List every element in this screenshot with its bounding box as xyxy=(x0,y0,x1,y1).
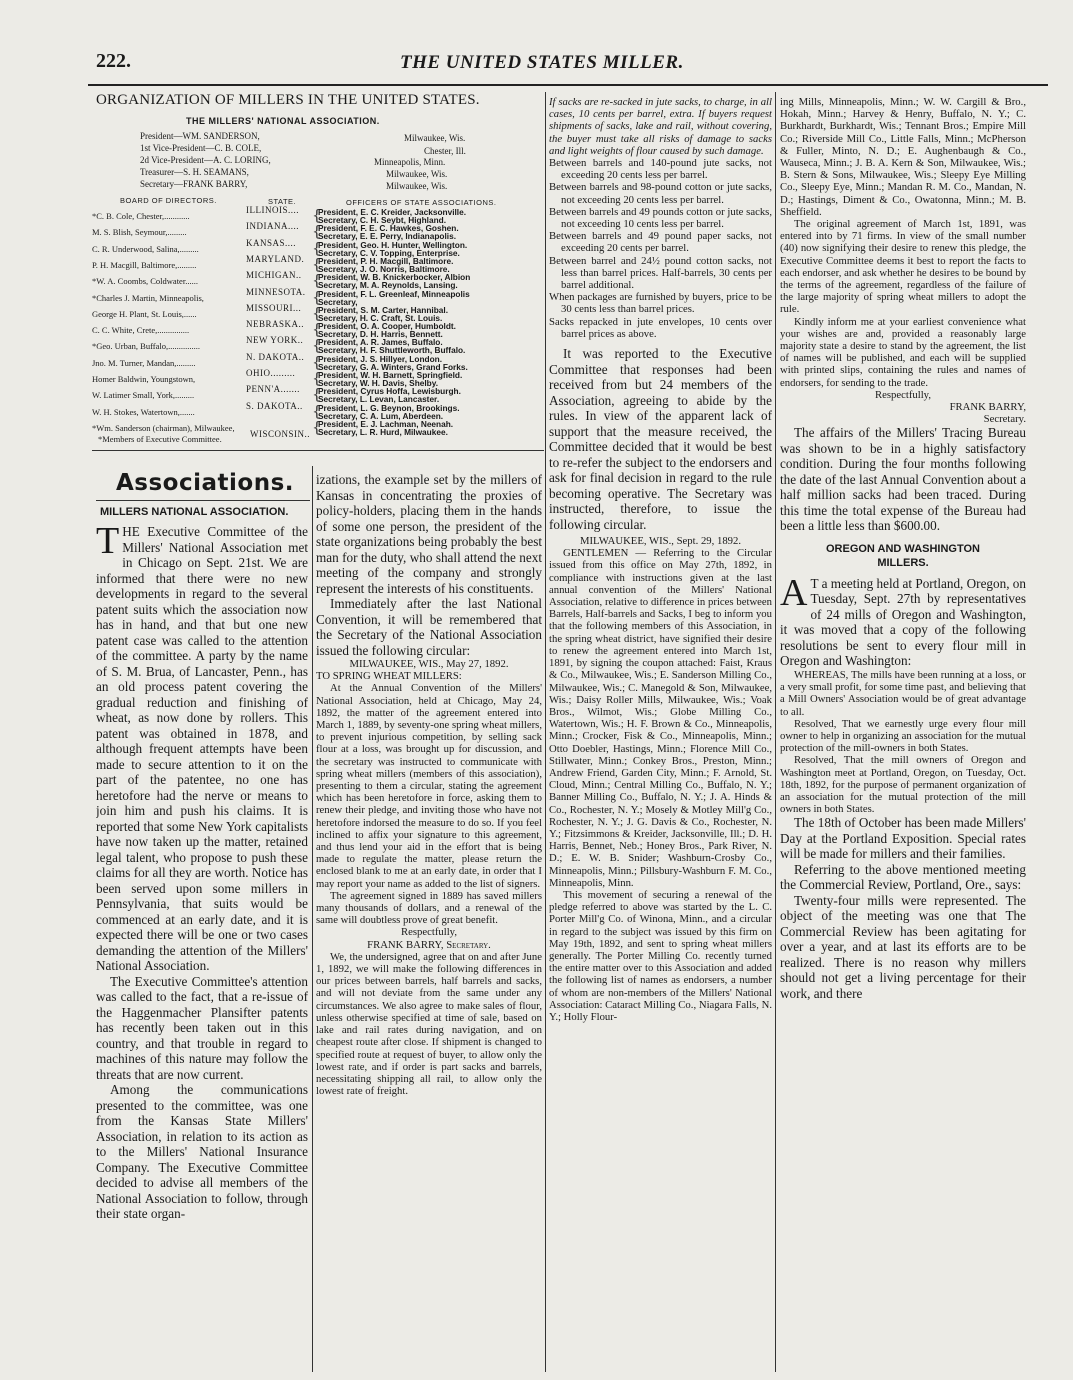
officer-location: Milwaukee, Wis. xyxy=(386,181,448,191)
state-association-officer: Secretary, C. H. Seybt, Highland. xyxy=(318,215,447,225)
state-association-officer: Secretary, C. A. Lum, Aberdeen. xyxy=(318,410,444,421)
brace-glyph: { xyxy=(312,271,322,290)
circular-paragraph: GENTLEMEN — Referring to the Circular issued from this office on May 27th, 1892, in compliance with instructions given at the last annual convention of the Millers' National Association, relative to difference in prices between Barrels, Half-barrels and Sacks, I beg to inform you that the following members of this Association, in the spring wheat district, have signified their desire to renew the agreement entered into March 1st, 1891, by signing the coupon attached: Faist, Kraus & Co., Milwaukee, Wis.; E. Sanderson Milling Co., Milwaukee, Wis.; C. Manegold & Son, Milwaukee, Wis.; Daisy Roller Mills, Milwaukee, Wis.; Voak Bros., Wilmot, Wis.; Globe Milling Co., Watertown, Wis.; H. F. Brown & Co., Minneapolis, Minn.; Crocker, Fisk & Co., Minneapolis, Minn.; Otto Doebler, Hastings, Minn.; Florence Mill Co., Stillwater, Minn.; Conkey Bros., Preston, Minn.; Andrew Friend, Garden City, Minn.; F. Arnold, St. Cloud, Minn.; Central Milling Co., Buffalo, N. Y.; Banner Milling Co., Buffalo, N. Y.; J. A. Hinds & Co., Rochester, N. Y.; Mosely & Motley Mill'g Co., Rochester, N. Y.; J. G. Davis & Co., Rochester, N. Y.; Fitzsimmons & Kreider, Jacksonville, Ill.; D. H. Harris, Bennet, Neb.; Honey Bros., Park River, N. D.; E. W. B. Snider; Washburn-Crosby Co., Minneapolis, Minn.; Pillsbury-Washburn F. M. Co., Minneapolis, Minn. xyxy=(549,547,772,889)
section-rule xyxy=(92,450,544,451)
column-2 xyxy=(316,472,542,1372)
state-association-officer: President, W. H. Barnett, Springfield. xyxy=(318,370,463,380)
director-name: C. C. White, Crete,............... xyxy=(92,325,190,336)
column-rule xyxy=(545,92,546,1372)
director-name: W. Latimer Small, York,......... xyxy=(92,390,195,401)
director-state: ILLINOIS.... xyxy=(246,205,299,215)
circular-dateline: MILWAUKEE, WIS., Sept. 29, 1892. xyxy=(579,535,742,548)
circular-paragraph: The agreement signed in 1889 has saved millers many thousands of dollars, and a renewal of the same will doubtless prove of great benefit. xyxy=(316,889,542,927)
signature: FRANK BARRY, xyxy=(949,401,1026,414)
circular-paragraph: The original agreement of March 1st, 1891, was entered into by 71 firms. In view of the small number (40) now signifying their desire to renew this pledge, the Executive Committee deems it best to report the facts to each endorser, and ask whether he desires to be bound by the terms of the agreement, regardless of the failure of the large majority of spring wheat millers to adopt the rule. xyxy=(780,218,1026,316)
article-paragraph: The Executive Committee's attention was called to the fact, that a re-issue of the Haggenmacher Plansifter patents has recently been taken out in this country, and that trouble in regard to machines of this nature may follow the threats that are now current. xyxy=(96,973,308,1082)
officer-location: Milwaukee, Wis. xyxy=(386,169,448,179)
organization-subtitle: THE MILLERS' NATIONAL ASSOCIATION. xyxy=(186,116,380,126)
organization-title: ORGANIZATION OF MILLERS IN THE UNITED STATES. xyxy=(96,92,480,108)
column-1 xyxy=(96,524,308,1372)
state-association-officer: President, Cyrus Hoffa, Lewisburgh. xyxy=(318,386,461,397)
brace-glyph: { xyxy=(312,336,322,355)
brace-glyph: { xyxy=(312,287,322,306)
director-name: P. H. Macgill, Baltimore,......... xyxy=(92,259,197,270)
circular-salutation: TO SPRING WHEAT MILLERS: xyxy=(316,670,462,683)
brace-glyph: { xyxy=(312,401,322,420)
director-name: *C. B. Cole, Chester,............ xyxy=(92,211,190,221)
signature: FRANK BARRY, Secretary. xyxy=(367,938,491,951)
article-paragraph: T a meeting held at Portland, Oregon, on Tuesday, Sept. 27th by representatives of 24 mills of Oregon and Washington, it was moved that a copy of the following resolutions be sent to every flour mill in Oregon and Washington: xyxy=(780,575,1026,669)
signature-title: Secretary. xyxy=(983,413,1026,426)
director-name: *W. A. Coombs, Coldwater...... xyxy=(92,276,198,287)
state-association-officer: Secretary, W. H. Davis, Shelby. xyxy=(318,378,439,388)
section-rule xyxy=(96,500,310,501)
resolution-paragraph: Resolved, That we earnestly urge every flour mill owner to help in organizing an association for the mutual protection of the mill-owners in both States. xyxy=(780,717,1026,755)
state-association-officer: President, O. A. Cooper, Humboldt. xyxy=(318,321,456,332)
state-association-officer: Secretary, D. H. Harris, Bennett. xyxy=(318,329,443,340)
heading-line: MILLERS. xyxy=(877,556,929,569)
page-number: 222. xyxy=(96,50,131,72)
director-state: PENN'A....... xyxy=(246,384,300,395)
resolution-paragraph: Resolved, That the mill owners of Oregon and Washington meet at Portland, Oregon, on Tuesday, Oct. 18th, 1892, for the purpose of permanent organization of an association for the mutual protection of the mill owners in both States. xyxy=(780,754,1026,816)
state-association-officer: Secretary, H. F. Shuttleworth, Buffalo. xyxy=(318,345,466,356)
state-association-officer: Secretary, L. R. Hurd, Milwaukee. xyxy=(318,426,448,437)
footnote: *Members of Executive Committee. xyxy=(98,434,222,444)
director-name: *Wm. Sanderson (chairman), Milwaukee, xyxy=(92,422,235,433)
article-paragraph: Referring to the above mentioned meeting the Commercial Review, Portland, Ore., says: xyxy=(780,861,1026,893)
director-name: Homer Baldwin, Youngstown, xyxy=(92,374,196,384)
state-association-officer: President, S. M. Carter, Hannibal. xyxy=(318,304,449,315)
director-state: INDIANA.... xyxy=(246,221,299,232)
state-association-officer: Secretary, H. C. Craft, St. Louis. xyxy=(318,312,443,323)
price-rule: When packages are furnished by buyers, price to be 30 cents less than barrel prices. xyxy=(549,291,772,316)
brace-glyph: { xyxy=(312,254,322,273)
oregon-washington-heading xyxy=(780,542,1026,570)
drop-cap: T xyxy=(96,524,120,562)
article-paragraph: Among the communications presented to the committee, was one from the Kansas State Millers' Association, in relation to its action as to the Millers' National Insurance Company. The Executive Committee decided to advise all members of the National Association to follow, through their state organ- xyxy=(96,1082,308,1221)
state-association-officer: Secretary, L. Levan, Lancaster. xyxy=(318,394,440,405)
director-name: George H. Plant, St. Louis,...... xyxy=(92,308,197,319)
article-paragraph: The affairs of the Millers' Tracing Bureau was shown to be in a highly satisfactory condition. During the four months following the date of the last Annual Convention about a half million sacks had been traced. During this time the total expense of the Bureau had been a little less than $600.00. xyxy=(780,425,1026,534)
director-state: KANSAS.... xyxy=(246,237,297,248)
article-paragraph: HE Executive Committee of the Millers' National Association met in Chicago on Sept. 21st. We are informed that there were no new developments in regard to the several patent suits which the association now has in hand, and that but one new patent case was called to the attention of the committee. A party by the name of S. M. Brua, of Lancaster, Penn., has an old process patent covering the gradual reduction and finishing of wheat, as now done by rollers. This patent was obtained in 1878, and although frequent attempts have been made to secure attention to it on the part of the patentee, no one has heretofore had the nerve or means to join him and push his claims. It is reported that some New York capitalists have now taken up the matter, retained legal talent, who propose to push these claims for all they are worth. Notice has been served upon some millers in Pennsylvania, that suits would be commenced at an early date, and it is expected there will be one or two cases demanding the attention of the Millers' National Association. xyxy=(96,524,308,973)
closing: Respectfully, xyxy=(401,926,457,939)
director-name: *Charles J. Martin, Minneapolis, xyxy=(92,292,204,303)
state-association-officer: President, F. L. Greenleaf, Minneapolis xyxy=(318,288,470,299)
director-state: MINNESOTA. xyxy=(246,286,306,297)
officer-location: Minneapolis, Minn. xyxy=(374,157,446,167)
state-association-officer: Secretary, J. O. Norris, Baltimore. xyxy=(318,263,450,274)
brace-glyph: { xyxy=(312,369,322,387)
column-3 xyxy=(549,96,772,1372)
state-association-officer: President, A. R. James, Buffalo. xyxy=(318,337,443,348)
price-rule: Between barrels and 49 pounds cotton or jute sacks, not exceeding 10 cents less per barrel. xyxy=(549,205,772,231)
director-state: NEW YORK.. xyxy=(246,335,304,346)
officer-role: 2d Vice-President—A. C. LORING, xyxy=(140,155,271,165)
article-paragraph: The 18th of October has been made Millers' Day at the Portland Exposition. Special rates will be made for millers and their families. xyxy=(780,815,1026,862)
director-state: MISSOURI... xyxy=(246,302,302,313)
article-paragraph: If sacks are re-sacked in jute sacks, to charge, in all cases, 10 cents per barrel, extra. If buyers request shipments of sacks, lake and rail, without covering, the buyer must take all risks of damage to sacks and light weights of flour caused by such damage. xyxy=(549,96,772,157)
board-directors-heading: BOARD OF DIRECTORS. xyxy=(120,196,217,205)
brace-glyph: { xyxy=(312,303,322,322)
state-association-officer: Secretary, M. A. Reynolds, Lansing. xyxy=(318,280,458,291)
section-subheading: MILLERS NATIONAL ASSOCIATION. xyxy=(100,506,289,518)
state-association-officer: President, E. C. Kreider, Jacksonville. xyxy=(318,207,467,217)
article-paragraph: Immediately after the last National Convention, it will be remembered that the Secretary of the National Association issued the following circular: xyxy=(316,596,542,658)
price-rule: Between barrel and 24½ pound cotton sacks, not less than barrel prices. Half-barrels, 30 cents per barrel additional. xyxy=(549,254,772,292)
state-association-officer: President, J. S. Hillyer, London. xyxy=(318,353,443,364)
column-rule xyxy=(312,466,313,1372)
article-paragraph: izations, the example set by the millers of Kansas in concentrating the proxies of policy-holders, placing them in the hands of some one person, the president of the state organizations being probably the best man for the duty, who shall attend the next meeting of the company and strongly represent the interests of his constituents. xyxy=(316,472,542,596)
brace-glyph: { xyxy=(312,352,322,371)
state-officers-heading: OFFICERS OF STATE ASSOCIATIONS. xyxy=(346,198,497,207)
price-rule: Sacks repacked in jute envelopes, 10 cents over barrel prices as above. xyxy=(549,315,772,340)
officer-role: President—WM. SANDERSON, xyxy=(140,131,260,141)
director-state: WISCONSIN.. xyxy=(250,428,311,439)
associations-heading: Associations. xyxy=(116,470,295,496)
state-heading: STATE. xyxy=(268,197,297,206)
closing: Respectfully, xyxy=(875,388,931,401)
circular-paragraph: We, the undersigned, agree that on and after June 1, 1892, we will make the following differences in our prices between barrels, half barrels and sacks, and will not deviate from the same under any circumstances. We also agree to make sales of flour, unless otherwise specified at time of sale, based on lake and rail rates during navigation, and on cheapest route after close. If shipment is changed to specified route at request of buyer, to allow only the lowest rate, and if order is part sacks and barrels, necessitating shipping all rail, to allow only the lowest rate of freight. xyxy=(316,950,542,1098)
director-name: C. R. Underwood, Salina,......... xyxy=(92,243,199,254)
director-state: MICHIGAN.. xyxy=(246,270,302,281)
brace-glyph: { xyxy=(312,385,322,404)
drop-cap: A xyxy=(780,571,808,614)
price-rule: Between barrels and 98-pound cotton or jute sacks, not exceeding 20 cents less per barrel. xyxy=(549,181,772,206)
publication-title: THE UNITED STATES MILLER. xyxy=(400,52,684,73)
price-rule: Between barrels and 49 pound paper sacks, not exceeding 20 cents per barrel. xyxy=(549,230,772,255)
article-paragraph: Twenty-four mills were represented. The object of the meeting was one that The Commercial Review has been agitating for over a year, and at last its efforts are to be realized. There is no reason why millers should not get a living percentage for their work, and there xyxy=(780,892,1026,1001)
officer-role: Secretary—FRANK BARRY, xyxy=(140,179,248,189)
circular-dateline: MILWAUKEE, WIS., May 27, 1892. xyxy=(349,658,509,670)
director-state: NEBRASKA.. xyxy=(246,319,305,330)
brace-glyph: { xyxy=(312,320,322,339)
director-name: W. H. Stokes, Watertown,....... xyxy=(92,406,195,417)
brace-glyph: { xyxy=(312,206,322,224)
circular-paragraph: Kindly inform me at your earliest convenience what your wishes are and, provided a reasonably large majority state a desire to stand by the agreement, the list of names will be published, and each will be supplied with printed slips, containing the rules and names of endorsers, for sending to the trade. xyxy=(780,315,1026,389)
officer-role: Treasurer—S. H. SEAMANS, xyxy=(140,167,249,177)
column-rule xyxy=(775,92,776,1372)
state-association-officer: President, L. G. Beynon, Brookings. xyxy=(318,402,460,413)
director-name: *Geo. Urban, Buffalo,............... xyxy=(92,341,200,352)
price-rule: Between barrels and 140-pound jute sacks, not exceeding 20 cents less per barrel. xyxy=(549,157,772,182)
officer-location: Milwaukee, Wis. xyxy=(404,133,466,143)
officer-location: Chester, Ill. xyxy=(424,146,466,156)
circular-paragraph: ing Mills, Minneapolis, Minn.; W. W. Cargill & Bro., Hokah, Minn.; Harvey & Henry, Buffalo, N. Y.; C. Burkhardt, Burkhardt, Wis.; Tennant Bros.; Empire Mill Co.; Riverside Mill Co., Little Falls, Minn.; McPherson & Fuller, Minto, N. D.; E. Aughenbaugh & Co., Wauseca, Minn.; J. B. A. Kern & Son, Milwaukee, Wis.; B. Stern & Sons, Milwaukee, Wis.; Sleepy Eye Milling Co., Sleepy Eye, Minn.; Mandan R. M. Co., Mandan, N. D.; Hastings, Diment & Co., Owatonna, Minn.; M. B. Sheffield. xyxy=(780,96,1026,218)
column-4 xyxy=(780,96,1026,1372)
price-rules-list xyxy=(549,157,772,340)
director-name: M. S. Blish, Seymour,......... xyxy=(92,227,187,238)
director-state: OHIO......... xyxy=(246,368,296,378)
state-association-officer: President, W. B. Knickerbocker, Albion xyxy=(318,272,471,283)
brace-glyph: { xyxy=(312,238,322,257)
heading-line: OREGON AND WASHINGTON xyxy=(825,542,980,555)
state-association-officer: Secretary, C. V. Topping, Enterprise. xyxy=(318,247,460,258)
state-association-officer: Secretary, xyxy=(318,296,358,307)
header-rule xyxy=(88,84,1048,86)
circular-paragraph: This movement of securing a renewal of the pledge referred to above was started by the L. C. Porter Mill'g Co. of Winona, Minn., and a circular in regard to the subject was issued by this firm on May 19th, 1892, and sent to spring wheat millers generally. The Porter Milling Co. recently turned the entire matter over to this Association and added the following list of names as endorsers, a number of whom are non-members of the Millers' National Association: Cataract Milling Co., Niagara Falls, N. Y.; Holly Flour- xyxy=(549,888,772,1023)
director-state: N. DAKOTA.. xyxy=(246,351,305,362)
state-association-officer: President, Geo. H. Hunter, Wellington. xyxy=(318,239,468,250)
state-association-officer: President, F. E. C. Hawkes, Goshen. xyxy=(318,223,459,234)
director-name: Jno. M. Turner, Mandan,......... xyxy=(92,357,196,368)
resolution-paragraph: WHEREAS, The mills have been running at a loss, or a very small profit, for some time past, and believing that a Mill Owners' Association would be of great advantage to all. xyxy=(780,668,1026,718)
state-association-officer: President, P. H. Macgill, Baltimore. xyxy=(318,255,454,266)
officer-role: 1st Vice-President—C. B. COLE, xyxy=(140,143,262,153)
director-state: S. DAKOTA.. xyxy=(246,400,303,411)
circular-paragraph: At the Annual Convention of the Millers' National Association, held at Chicago, May 24, 1892, the matter of the agreement entered into March 1, 1889, by seventy-one spring wheat millers, to prevent injurious competition, by selling sack flour at a loss, was brought up for discussion, and the secretary was instructed to communicate with spring wheat millers (members of this association), presenting to them a circular, stating the agreement which has been heretofore in force, asking them to renew their pledge, and inviting those who have not heretofore indorsed the measure to do so. If you feel inclined to affix your signature to this agreement, and thus lend your aid in the effort that is being made to regulate the matter, please return the enclosed blank to me at an early date, in order that I may report your name as added to the list of signers. xyxy=(316,682,542,890)
brace-glyph: { xyxy=(312,222,322,241)
article-paragraph: It was reported to the Executive Committee that responses had been received from but 24 members of the Association, agreeing to abide by the rules. In view of the apparent lack of support that the measure received, the Committee decided that it would be best to re-refer the subject to the endorsers and ask for final decision in regard to the rule becoming operative. The Secretary was instructed, therefore, to issue the following circular. xyxy=(549,346,772,532)
state-association-officer: Secretary, G. A. Winters, Grand Forks. xyxy=(318,361,468,372)
state-association-officer: Secretary, E. E. Perry, Indianapolis. xyxy=(318,231,457,242)
brace-glyph: { xyxy=(312,417,322,436)
director-state: MARYLAND. xyxy=(246,253,305,264)
state-association-officer: President, E. J. Lachman, Neenah. xyxy=(318,418,454,429)
